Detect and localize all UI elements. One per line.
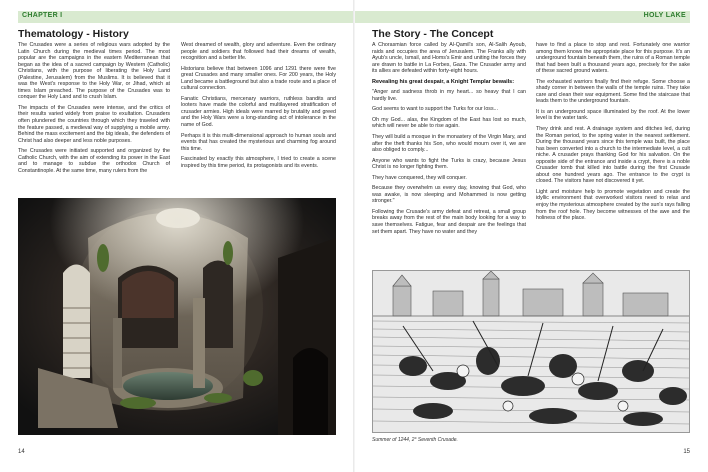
paragraph: Because they overwhelm us every day, knowing that God, who was awake, is now sleeping and Mohammed is now getting stronger." [372,185,526,205]
paragraph: Fanatic Christians, mercenary warriors, ruthless bandits and looters have made the colorful and multilayered stratification of crusader armies. High ideals were marred by brutality and greed and the Holy Wars were a long-standing act of intolerance in the name of God. [181,95,336,129]
page-number-right: 15 [683,449,690,455]
paragraph: They will build a mosque in the monastery of the Virgin Mary, and after the theft thanks his Son, who would mourn over it, we are also obliged to comply... [372,134,526,154]
paragraph: "Anger and sadness throb in my heart... so heavy that I can hardly live. [372,89,526,102]
paragraph: The Crusades were a series of religious wars adopted by the Latin Church during the medieval times period. The most popular are the campaigns in the eastern Mediterranean that began as the idea of a sacred campaign by Western (Catholic) Christians, with the purpose of liberating the Holy Land (Palestine, Jerusalem) from the Muslims. It is believed that it was the West's response to the Holy War, or Jihad, which at times Islam preached. The purpose of the Crusades was to conquer the Holy Land and to crush Islam. [18,42,170,101]
paragraph: Anyone who wants to fight the Turks is crazy, because Jesus Christ is no longer fighting them. [372,157,526,171]
paragraph: The Crusades were initiated supported and organized by the Catholic Church, with the aim of extending its power in the East and to manage to subdue the orthodox Church of Constantinople. At the same time, many rulers from the [18,148,170,174]
paragraph: Light and moisture help to promote vegetation and create the idyllic environment that overworked visitors need to relax and enjoy the mysterious atmosphere created by the sun's rays falling from the roof hole. They become witnesses of the awe and the holiness of the place. [536,188,690,222]
paragraph-bold: Revealing his great despair, a Knight Templar bewails: [372,78,515,85]
page-number-left: 14 [18,449,25,455]
story-title: The Story - The Concept [372,28,494,40]
paragraph: The impacts of the Crusades were intense, and the critics of their results varied widely from praise to exultation. Crusaders often plundered the countries through which they traveled with the feature passed, a medieval way of supplying a mobile army. Behind the mass excitement and the big ideals, the defenders of Christ had also deeper and less noble purposes. [18,104,170,144]
paragraph: It is an underground space illuminated by the roof. At the lower level is the water tank. [536,108,690,122]
history-title: Thematology - History [18,28,129,40]
paragraph: The exhausted warriors finally find their refuge. Some choose a shady corner in between the walls of the temple ruins. They take care and clean their war equipment. Some find the staircase that leads them to the underground fountain. [536,78,690,105]
history-column-2 [181,42,336,173]
story-column-2 [536,42,690,226]
paragraph: Following the Crusade's army defeat and retreat, a small group breaks away from the rest of the main body looking for a way to save themselves. Fatigue, fear and despair are the feelings that set them apart. They have no water and they [372,208,526,235]
temple-ruin-render-image [18,198,336,435]
paragraph: Historians believe that between 1096 and 1291 there were five great Crusades and many smaller ones. For 200 years, the Holy Land became a battleground but also a trade route and a place of cultural connection. [181,65,336,92]
paragraph: Fascinated by exactly this atmosphere, I tried to create a scene inspired by this time period, its protagonists and its events. [181,156,336,169]
story-column-1 [372,42,526,239]
paragraph: A Chorasmian force called by Al-Qamil's son, Al-Salih Ayoub, raids and occupies the area of Jerusalem. The Franks ally with Ayub's uncle, Ismail, and Homs's Emir and uniting the forces they are drawn to battle in La Forbes, Gaza. The Crusader army and its allies are defeated within forty-eight hours. [372,42,526,75]
paragraph: have to find a place to stop and rest. Fortunately one warrior among them knows the appropriate place for this purpose. It's an underground fountain beneath them, the ruins of a Roman temple that had been built a thousand years ago, precisely for the sake of these sacred ground waters. [536,42,690,75]
book-title-label: HOLY LAKE [643,12,686,19]
paragraph: God seems to want to support the Turks for our loss... [372,106,499,113]
paragraph: They have conquered, they will conquer. [372,174,467,181]
history-column-1 [18,42,170,178]
book-gutter [353,0,355,472]
battle-engraving-image [372,270,690,433]
chapter-header-band [18,11,354,23]
engraving-caption: Summer of 1244, 2° Seventh Crusade. [372,437,458,443]
section-header-band [354,11,690,23]
chapter-label: CHAPTER I [22,12,63,19]
paragraph: They drink and rest. A drainage system and ditches led, during the Roman period, to the spring water in the nearest settlement. During the thousand years since this temple was built, the place has been converted into a church to the intermediate level, a cult niche. A crusader prays thanking God for his salvation. On the opposite side of the entrance and inside a crypt, there is a noble Crusader tomb that killed into battle during the first Crusade about one hundred years ago. The entrance to the crypt is closed. The visitors have not discovered it yet. [536,126,690,185]
paragraph: Oh my God... alas, the Kingdom of the East has lost so much, which will never be able to rise again. [372,116,526,130]
paragraph: Perhaps it is this multi-dimensional approach to human souls and events that has created the mysterious and charming fog around this time. [181,132,336,152]
paragraph: West dreamed of wealth, glory and adventure. Even the ordinary people and soldiers that followed had their dreams of wealth, recognition and a better life. [181,42,336,62]
